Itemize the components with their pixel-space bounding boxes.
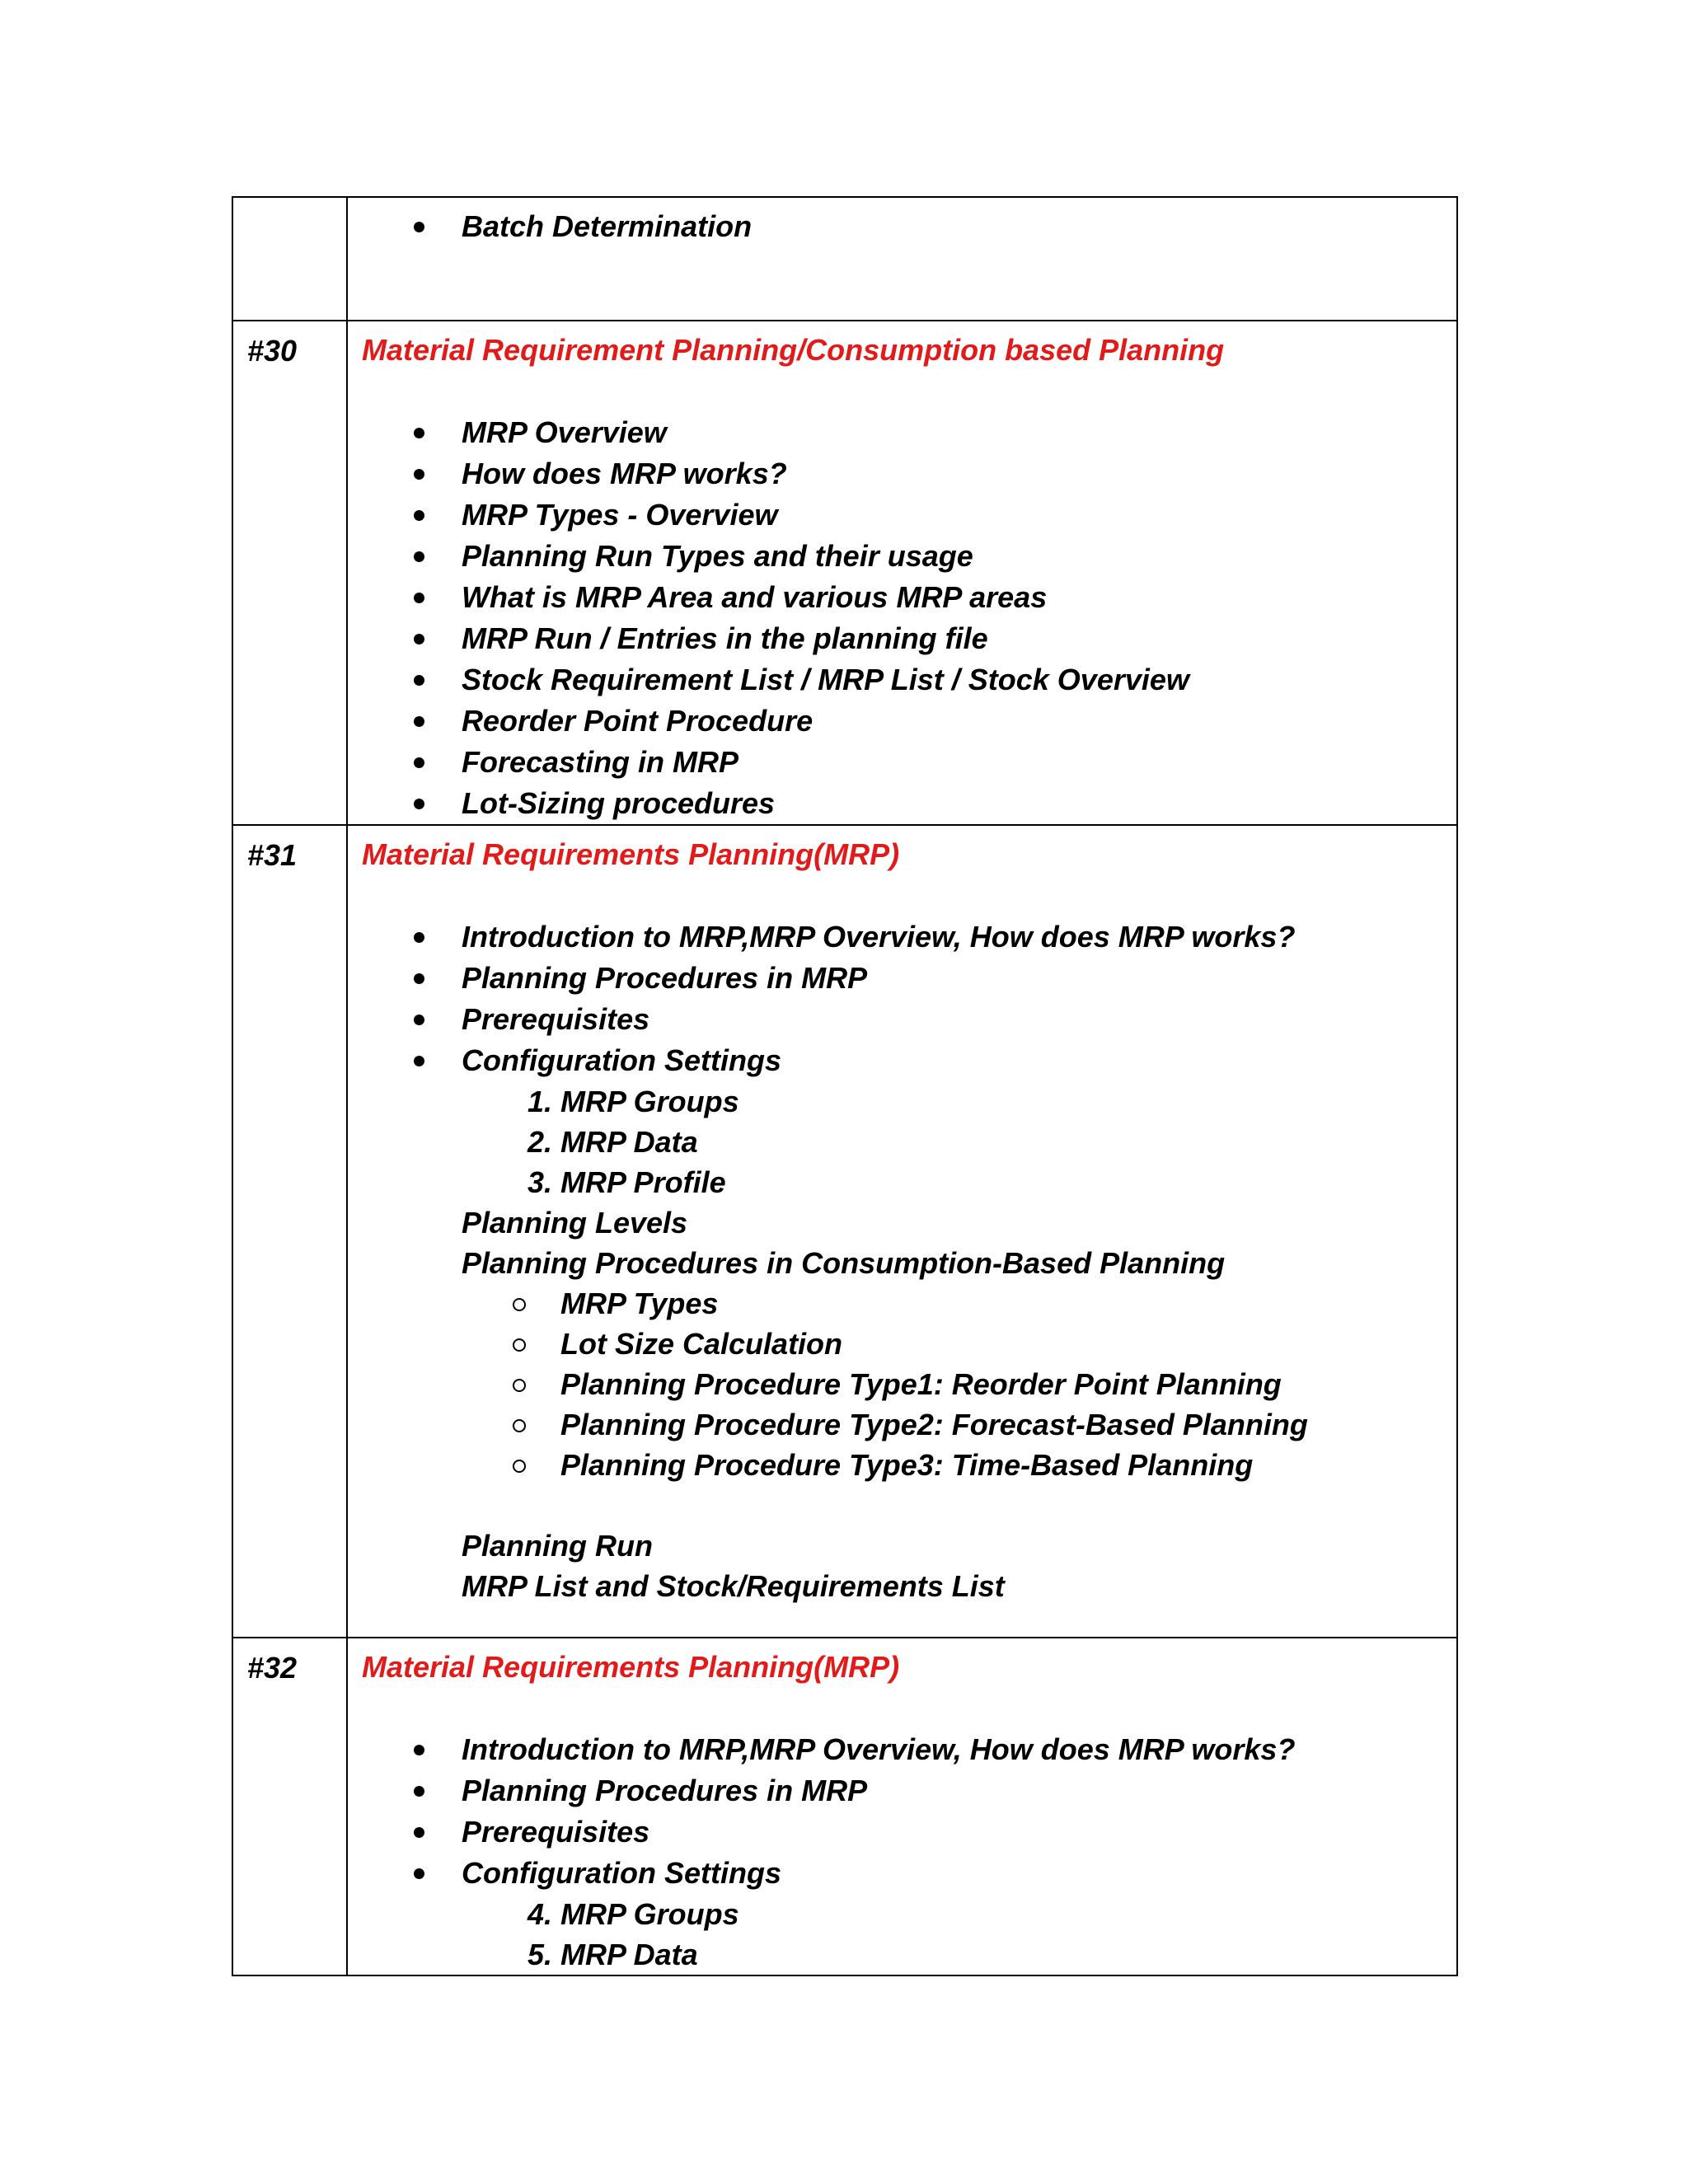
circle-bullet-icon	[513, 1460, 526, 1473]
list-item-text: Stock Requirement List / MRP List / Stock Overview	[462, 663, 1189, 696]
numbered-item	[348, 1894, 1456, 1934]
list-item-text: MRP Groups	[560, 1085, 739, 1118]
numbered-item	[348, 1934, 1456, 1975]
list-item-text: Reorder Point Procedure	[462, 704, 814, 738]
row-content-cell	[347, 197, 1457, 321]
list-item-text: MRP Data	[560, 1125, 698, 1159]
list-item-text: Introduction to MRP,MRP Overview, How does MRP works?	[462, 1732, 1296, 1766]
list-item	[348, 1853, 1456, 1894]
list-item-text: Prerequisites	[462, 1815, 650, 1849]
list-item	[348, 453, 1456, 494]
list-item	[348, 1729, 1456, 1770]
bullet-icon	[414, 1827, 424, 1838]
sub-list-item	[348, 1404, 1456, 1445]
row-number: #32	[247, 1651, 298, 1685]
row-number-cell	[232, 1638, 347, 1975]
item-number: 4.	[527, 1897, 552, 1931]
table-row	[232, 1638, 1457, 1975]
numbered-item	[348, 1122, 1456, 1162]
row-number-cell	[232, 321, 347, 825]
list-item-text: Planning Procedure Type3: Time-Based Planning	[560, 1448, 1254, 1482]
bullet-icon	[414, 1745, 424, 1755]
list-item-text: Prerequisites	[462, 1002, 650, 1036]
row-number-cell	[232, 197, 347, 321]
list-item	[348, 1811, 1456, 1853]
list-item	[348, 1243, 1456, 1283]
list-item	[348, 701, 1456, 742]
bullet-icon	[414, 1056, 424, 1066]
list-item-text: MRP Types	[560, 1286, 719, 1320]
list-item	[348, 742, 1456, 783]
bullet-icon	[414, 551, 424, 562]
sub-list-item	[348, 1283, 1456, 1324]
list-item-text: MRP Types - Overview	[462, 498, 778, 532]
list-item	[348, 1770, 1456, 1811]
list-item-text: Planning Procedures in Consumption-Based Planning	[462, 1246, 1226, 1280]
item-number: 2.	[527, 1125, 552, 1159]
list-item	[348, 1040, 1456, 1081]
list-item-text: Lot-Sizing procedures	[462, 786, 776, 820]
table-row	[232, 825, 1457, 1638]
list-item	[348, 999, 1456, 1040]
list-item-text: What is MRP Area and various MRP areas	[462, 580, 1048, 614]
list-item-text: Planning Run	[462, 1529, 653, 1563]
list-item-text: Planning Procedure Type2: Forecast-Based Planning	[560, 1408, 1308, 1441]
list-item-text: Planning Procedures in MRP	[462, 1774, 868, 1807]
list-item-text: MRP Groups	[560, 1897, 739, 1931]
table-row	[232, 321, 1457, 825]
list-item	[348, 916, 1456, 958]
list-item-text: Planning Run Types and their usage	[462, 539, 973, 573]
bullet-icon	[414, 932, 424, 943]
bullet-icon	[414, 1786, 424, 1797]
bullet-icon	[414, 716, 424, 727]
table-row	[232, 197, 1457, 321]
list-item-text: Batch Determination	[462, 209, 753, 243]
list-item-text: Configuration Settings	[462, 1043, 781, 1077]
row-content-cell	[347, 321, 1457, 825]
bullet-icon	[414, 799, 424, 809]
row-number-cell	[232, 825, 347, 1638]
list-item-text: MRP Data	[560, 1938, 698, 1971]
list-item-text: Configuration Settings	[462, 1856, 781, 1890]
section-title: Material Requirements Planning(MRP)	[362, 1650, 900, 1684]
list-item	[348, 206, 1456, 247]
list-item-text: MRP List and Stock/Requirements List	[462, 1569, 1005, 1603]
sub-list-item	[348, 1445, 1456, 1485]
list-item-text: Forecasting in MRP	[462, 745, 739, 779]
bullet-icon	[414, 757, 424, 768]
list-item-text: Planning Levels	[462, 1206, 688, 1240]
list-item-text: Lot Size Calculation	[560, 1327, 843, 1361]
bullet-icon	[414, 1868, 424, 1879]
list-item	[348, 536, 1456, 577]
bullet-icon	[414, 675, 424, 686]
bullet-icon	[414, 973, 424, 984]
list-item-text: MRP Run / Entries in the planning file	[462, 621, 988, 655]
list-item-text: MRP Profile	[560, 1165, 726, 1199]
section-title: Material Requirement Planning/Consumption based Planning	[362, 333, 1225, 367]
list-item	[348, 1526, 1456, 1566]
list-item-text: How does MRP works?	[462, 457, 787, 490]
sub-list-item	[348, 1324, 1456, 1364]
list-item	[348, 412, 1456, 453]
circle-bullet-icon	[513, 1419, 526, 1432]
row-number: #31	[247, 838, 298, 872]
row-number: #30	[247, 334, 298, 368]
course-outline-table	[232, 196, 1458, 1976]
circle-bullet-icon	[513, 1379, 526, 1392]
bullet-icon	[414, 510, 424, 521]
list-item	[348, 494, 1456, 536]
bullet-icon	[414, 428, 424, 438]
list-item-text: Planning Procedures in MRP	[462, 961, 868, 995]
list-item-text: Planning Procedure Type1: Reorder Point Planning	[560, 1367, 1282, 1401]
list-item	[348, 783, 1456, 824]
list-item-text: Introduction to MRP,MRP Overview, How does MRP works?	[462, 920, 1296, 954]
numbered-item	[348, 1162, 1456, 1202]
list-item	[348, 577, 1456, 618]
row-content-cell	[347, 825, 1457, 1638]
section-title: Material Requirements Planning(MRP)	[362, 837, 900, 871]
list-item	[348, 1566, 1456, 1606]
circle-bullet-icon	[513, 1338, 526, 1352]
list-item	[348, 618, 1456, 659]
list-item	[348, 958, 1456, 999]
item-number: 5.	[527, 1938, 552, 1971]
row-content-cell	[347, 1638, 1457, 1975]
bullet-icon	[414, 469, 424, 480]
circle-bullet-icon	[513, 1298, 526, 1311]
list-item	[348, 1202, 1456, 1243]
bullet-icon	[414, 1015, 424, 1025]
list-item-text: MRP Overview	[462, 415, 667, 449]
numbered-item	[348, 1081, 1456, 1122]
item-number: 1.	[527, 1085, 552, 1118]
bullet-icon	[414, 593, 424, 603]
bullet-icon	[414, 222, 424, 232]
item-number: 3.	[527, 1165, 552, 1199]
sub-list-item	[348, 1364, 1456, 1404]
list-item	[348, 659, 1456, 701]
bullet-icon	[414, 634, 424, 644]
